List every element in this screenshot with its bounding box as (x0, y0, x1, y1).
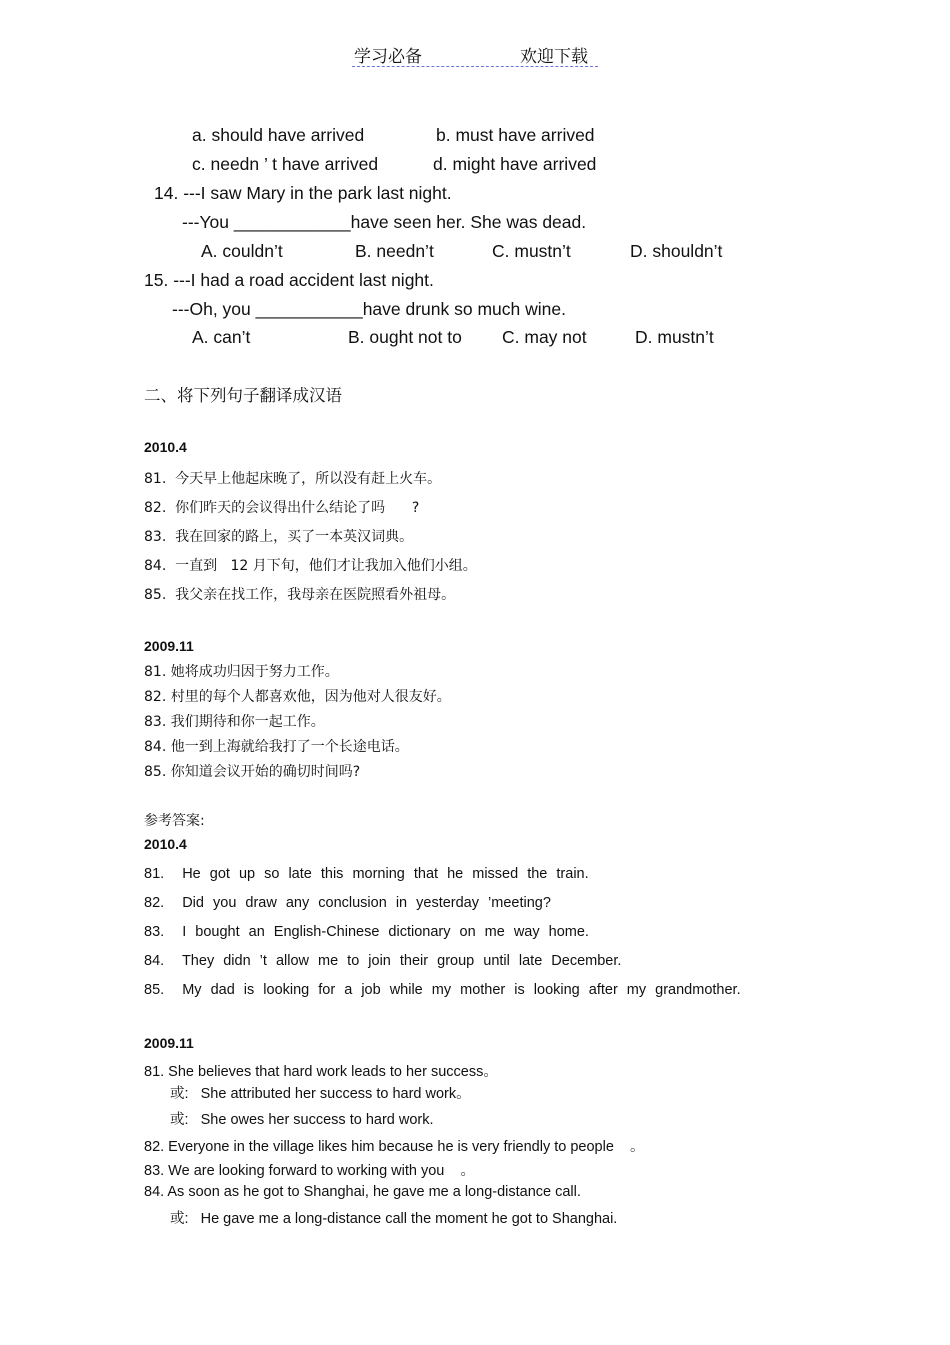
list-item: 84. 他一到上海就给我打了一个长途电话。 (144, 739, 409, 755)
list-item: 83. 我们期待和你一起工作。 (144, 714, 325, 730)
list-item: 81. He got up so late this morning that he missed the train. (144, 866, 589, 882)
list-item: 83. We are looking forward to working with you 。 (144, 1163, 475, 1179)
list-item-alt: 或: He gave me a long-distance call the moment he got to Shanghai. (170, 1211, 618, 1227)
list-item-alt: 或: She attributed her success to hard work。 (170, 1086, 471, 1102)
q15-option-d: D. mustn’t (635, 327, 714, 347)
list-item: 81. She believes that hard work leads to her success。 (144, 1064, 498, 1080)
list-item: 84. They didn ’t allow me to join their group until late December. (144, 953, 622, 969)
header-right-text: 欢迎下载 (520, 47, 588, 67)
q15-line2: ---Oh, you ___________have drunk so much wine. (172, 299, 566, 319)
q14-option-a: A. couldn’t (201, 241, 283, 261)
list-item: 83. 我在回家的路上，买了一本英汉词典。 (144, 529, 414, 545)
list-item: 85. 我父亲在找工作，我母亲在医院照看外祖母。 (144, 587, 456, 603)
q15-option-c: C. may not (502, 327, 587, 347)
list-item: 82. Everyone in the village likes him because he is very friendly to people 。 (144, 1139, 645, 1155)
group-year: 2009.11 (144, 638, 194, 654)
q14-option-d: D. shouldn’t (630, 241, 723, 261)
list-item: 83. I bought an English-Chinese dictionary on me way home. (144, 924, 589, 940)
q15-option-a: A. can’t (192, 327, 251, 347)
q14-option-b: B. needn’t (355, 241, 434, 261)
list-item: 81. 今天早上他起床晚了，所以没有赶上火车。 (144, 471, 442, 487)
q15-option-b: B. ought not to (348, 327, 462, 347)
list-item: 82. 你们昨天的会议得出什么结论了吗 ? (144, 500, 420, 516)
q15-stem: 15. ---I had a road accident last night. (144, 270, 434, 290)
list-item: 85. 你知道会议开始的确切时间吗? (144, 764, 361, 780)
list-item: 85. My dad is looking for a job while my mother is looking after my grandmother. (144, 982, 741, 998)
header-left-text: 学习必备 (354, 47, 422, 67)
q13-option-a: a. should have arrived (192, 125, 365, 145)
list-item: 82. 村里的每个人都喜欢他，因为他对人很友好。 (144, 689, 451, 705)
page-header (352, 40, 598, 67)
section-title: 二、将下列句子翻译成汉语 (144, 386, 342, 405)
q14-line2: ---You ____________have seen her. She was dead. (182, 212, 587, 232)
list-item: 84. As soon as he got to Shanghai, he gave me a long-distance call. (144, 1184, 581, 1200)
group-year: 2009.11 (144, 1035, 194, 1051)
group-year: 2010.4 (144, 439, 187, 455)
answers-label: 参考答案: (144, 813, 205, 829)
group-year: 2010.4 (144, 836, 187, 852)
q14-stem: 14. ---I saw Mary in the park last night. (154, 183, 452, 203)
list-item: 82. Did you draw any conclusion in yesterday ’meeting? (144, 895, 551, 911)
list-item-alt: 或: She owes her success to hard work. (170, 1112, 434, 1128)
q13-option-c: c. needn ’ t have arrived (192, 154, 379, 174)
q14-option-c: C. mustn’t (492, 241, 571, 261)
list-item: 84. 一直到 12 月下旬，他们才让我加入他们小组。 (144, 558, 477, 574)
q13-option-b: b. must have arrived (436, 125, 595, 145)
q13-option-d: d. might have arrived (433, 154, 597, 174)
list-item: 81. 她将成功归因于努力工作。 (144, 664, 339, 680)
